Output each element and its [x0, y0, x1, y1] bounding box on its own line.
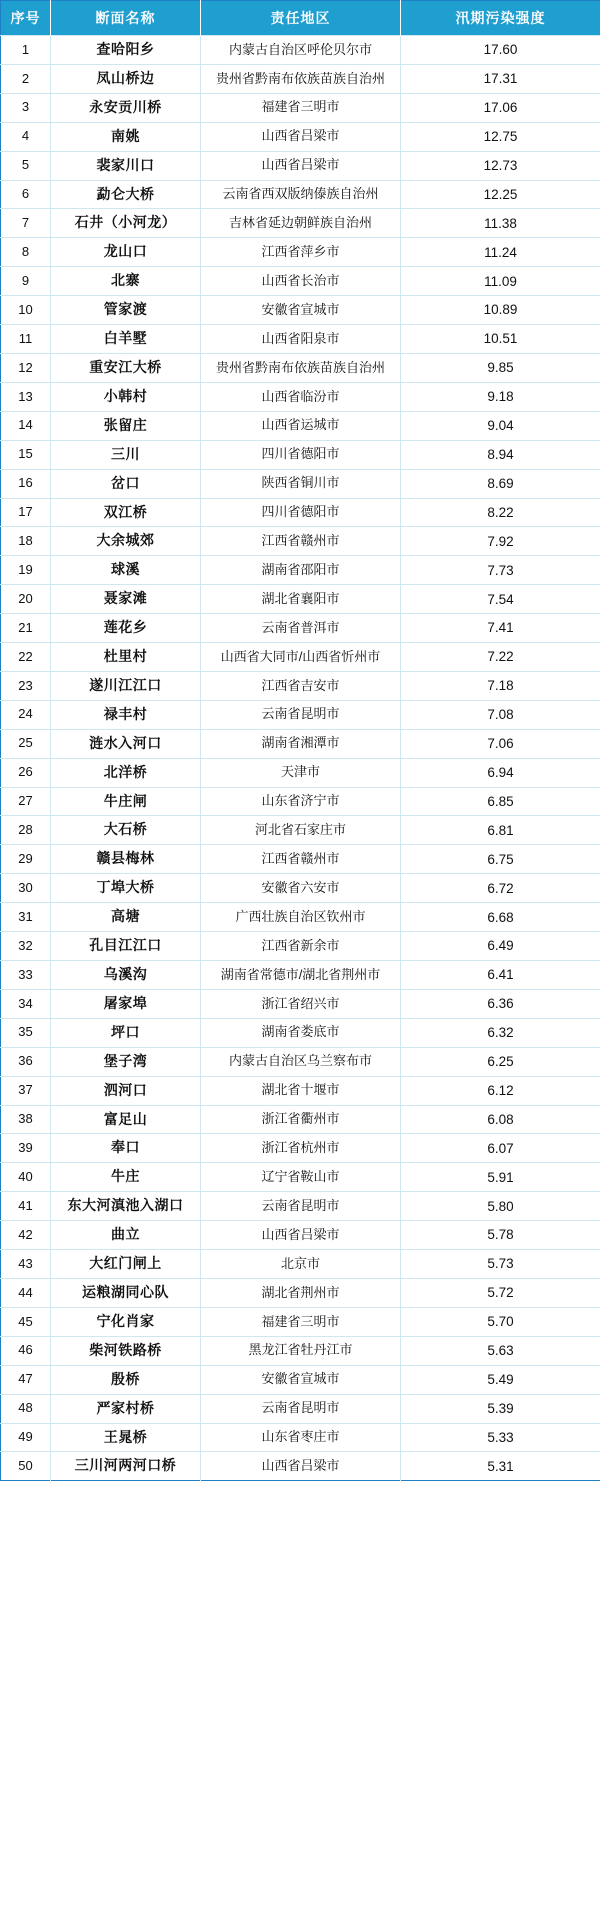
table-row: [1, 180, 600, 209]
cell-pollution-intensity: 5.91: [401, 1163, 600, 1192]
cell-index: 39: [1, 1134, 51, 1163]
table-header-row: [1, 1, 600, 36]
cell-index: 4: [1, 122, 51, 151]
cell-index: 36: [1, 1047, 51, 1076]
cell-index: 6: [1, 180, 51, 209]
cell-index: 34: [1, 989, 51, 1018]
table-row: [1, 267, 600, 296]
table-row: [1, 1307, 600, 1336]
cell-index: 33: [1, 961, 51, 990]
table-row: [1, 989, 600, 1018]
table-row: [1, 787, 600, 816]
cell-region: 云南省普洱市: [201, 614, 401, 643]
cell-section-name: 富足山: [51, 1105, 201, 1134]
column-header-index: 序号: [1, 1, 51, 36]
cell-index: 14: [1, 411, 51, 440]
cell-pollution-intensity: 6.85: [401, 787, 600, 816]
cell-pollution-intensity: 7.08: [401, 700, 600, 729]
cell-pollution-intensity: 6.07: [401, 1134, 600, 1163]
table-row: [1, 845, 600, 874]
cell-region: 浙江省绍兴市: [201, 989, 401, 1018]
table-row: [1, 671, 600, 700]
cell-region: 内蒙古自治区呼伦贝尔市: [201, 36, 401, 65]
cell-pollution-intensity: 9.18: [401, 382, 600, 411]
table-row: [1, 353, 600, 382]
cell-pollution-intensity: 5.49: [401, 1365, 600, 1394]
cell-pollution-intensity: 6.41: [401, 961, 600, 990]
cell-pollution-intensity: 12.73: [401, 151, 600, 180]
table-row: [1, 325, 600, 354]
cell-index: 8: [1, 238, 51, 267]
cell-region: 云南省西双版纳傣族自治州: [201, 180, 401, 209]
cell-section-name: 曲立: [51, 1221, 201, 1250]
table-row: [1, 440, 600, 469]
cell-region: 吉林省延边朝鲜族自治州: [201, 209, 401, 238]
cell-index: 1: [1, 36, 51, 65]
table-row: [1, 1018, 600, 1047]
table-row: [1, 1250, 600, 1279]
table-row: [1, 527, 600, 556]
cell-section-name: 杜里村: [51, 643, 201, 672]
table-row: [1, 556, 600, 585]
cell-pollution-intensity: 5.78: [401, 1221, 600, 1250]
table-row: [1, 961, 600, 990]
cell-region: 山西省运城市: [201, 411, 401, 440]
cell-index: 45: [1, 1307, 51, 1336]
cell-region: 湖南省娄底市: [201, 1018, 401, 1047]
table-row: [1, 903, 600, 932]
cell-pollution-intensity: 8.94: [401, 440, 600, 469]
cell-section-name: 禄丰村: [51, 700, 201, 729]
cell-index: 13: [1, 382, 51, 411]
cell-section-name: 岔口: [51, 469, 201, 498]
cell-region: 山东省枣庄市: [201, 1423, 401, 1452]
cell-region: 浙江省衢州市: [201, 1105, 401, 1134]
cell-region: 山西省吕梁市: [201, 122, 401, 151]
cell-pollution-intensity: 7.92: [401, 527, 600, 556]
cell-region: 江西省新余市: [201, 932, 401, 961]
table-row: [1, 1452, 600, 1481]
cell-section-name: 北寨: [51, 267, 201, 296]
table-row: [1, 758, 600, 787]
cell-region: 四川省德阳市: [201, 440, 401, 469]
cell-section-name: 运粮湖同心队: [51, 1278, 201, 1307]
cell-pollution-intensity: 7.73: [401, 556, 600, 585]
cell-pollution-intensity: 6.81: [401, 816, 600, 845]
cell-region: 山东省济宁市: [201, 787, 401, 816]
cell-section-name: 重安江大桥: [51, 353, 201, 382]
cell-region: 湖南省邵阳市: [201, 556, 401, 585]
cell-pollution-intensity: 11.38: [401, 209, 600, 238]
cell-pollution-intensity: 5.73: [401, 1250, 600, 1279]
cell-pollution-intensity: 7.06: [401, 729, 600, 758]
cell-section-name: 三川: [51, 440, 201, 469]
table-row: [1, 36, 600, 65]
cell-region: 湖北省荆州市: [201, 1278, 401, 1307]
cell-section-name: 涟水入河口: [51, 729, 201, 758]
cell-pollution-intensity: 6.25: [401, 1047, 600, 1076]
cell-section-name: 堡子湾: [51, 1047, 201, 1076]
cell-index: 44: [1, 1278, 51, 1307]
cell-section-name: 坪口: [51, 1018, 201, 1047]
cell-index: 32: [1, 932, 51, 961]
table-row: [1, 1423, 600, 1452]
cell-index: 46: [1, 1336, 51, 1365]
cell-region: 黑龙江省牡丹江市: [201, 1336, 401, 1365]
table-row: [1, 874, 600, 903]
cell-region: 天津市: [201, 758, 401, 787]
table-row: [1, 1134, 600, 1163]
cell-pollution-intensity: 10.89: [401, 296, 600, 325]
cell-section-name: 泗河口: [51, 1076, 201, 1105]
cell-pollution-intensity: 5.72: [401, 1278, 600, 1307]
cell-pollution-intensity: 5.70: [401, 1307, 600, 1336]
cell-pollution-intensity: 11.09: [401, 267, 600, 296]
cell-section-name: 凤山桥边: [51, 64, 201, 93]
cell-index: 35: [1, 1018, 51, 1047]
cell-region: 安徽省宣城市: [201, 296, 401, 325]
cell-pollution-intensity: 7.41: [401, 614, 600, 643]
cell-pollution-intensity: 7.22: [401, 643, 600, 672]
cell-region: 山西省临汾市: [201, 382, 401, 411]
cell-region: 浙江省杭州市: [201, 1134, 401, 1163]
cell-pollution-intensity: 6.12: [401, 1076, 600, 1105]
table-row: [1, 296, 600, 325]
cell-section-name: 东大河滇池入湖口: [51, 1192, 201, 1221]
table-row: [1, 151, 600, 180]
table-row: [1, 122, 600, 151]
cell-pollution-intensity: 11.24: [401, 238, 600, 267]
cell-index: 9: [1, 267, 51, 296]
cell-section-name: 双江桥: [51, 498, 201, 527]
cell-pollution-intensity: 6.72: [401, 874, 600, 903]
cell-index: 7: [1, 209, 51, 238]
cell-region: 河北省石家庄市: [201, 816, 401, 845]
cell-index: 28: [1, 816, 51, 845]
cell-pollution-intensity: 7.18: [401, 671, 600, 700]
cell-region: 广西壮族自治区钦州市: [201, 903, 401, 932]
column-header-pollution-intensity: 汛期污染强度: [401, 1, 600, 36]
cell-pollution-intensity: 5.63: [401, 1336, 600, 1365]
cell-section-name: 牛庄: [51, 1163, 201, 1192]
cell-region: 山西省吕梁市: [201, 151, 401, 180]
table-row: [1, 1394, 600, 1423]
cell-section-name: 大余城郊: [51, 527, 201, 556]
cell-section-name: 大石桥: [51, 816, 201, 845]
cell-pollution-intensity: 5.39: [401, 1394, 600, 1423]
cell-index: 50: [1, 1452, 51, 1481]
cell-index: 26: [1, 758, 51, 787]
cell-region: 江西省吉安市: [201, 671, 401, 700]
cell-index: 12: [1, 353, 51, 382]
cell-region: 安徽省宣城市: [201, 1365, 401, 1394]
cell-index: 2: [1, 64, 51, 93]
cell-region: 贵州省黔南布依族苗族自治州: [201, 64, 401, 93]
cell-pollution-intensity: 6.36: [401, 989, 600, 1018]
cell-section-name: 裴家川口: [51, 151, 201, 180]
cell-pollution-intensity: 9.85: [401, 353, 600, 382]
cell-section-name: 遂川江江口: [51, 671, 201, 700]
cell-index: 17: [1, 498, 51, 527]
cell-region: 湖南省常德市/湖北省荆州市: [201, 961, 401, 990]
table-header: [1, 1, 600, 36]
cell-pollution-intensity: 6.08: [401, 1105, 600, 1134]
table-row: [1, 1163, 600, 1192]
cell-index: 42: [1, 1221, 51, 1250]
cell-section-name: 莲花乡: [51, 614, 201, 643]
cell-pollution-intensity: 6.75: [401, 845, 600, 874]
cell-section-name: 严家村桥: [51, 1394, 201, 1423]
table-row: [1, 469, 600, 498]
table-row: [1, 585, 600, 614]
cell-index: 3: [1, 93, 51, 122]
cell-section-name: 乌溪沟: [51, 961, 201, 990]
cell-index: 27: [1, 787, 51, 816]
cell-region: 云南省昆明市: [201, 700, 401, 729]
cell-index: 19: [1, 556, 51, 585]
cell-region: 陕西省铜川市: [201, 469, 401, 498]
cell-index: 41: [1, 1192, 51, 1221]
cell-section-name: 白羊墅: [51, 325, 201, 354]
cell-pollution-intensity: 10.51: [401, 325, 600, 354]
table-row: [1, 1076, 600, 1105]
cell-section-name: 屠家埠: [51, 989, 201, 1018]
cell-region: 云南省昆明市: [201, 1192, 401, 1221]
cell-index: 30: [1, 874, 51, 903]
cell-index: 40: [1, 1163, 51, 1192]
cell-region: 山西省阳泉市: [201, 325, 401, 354]
cell-pollution-intensity: 6.32: [401, 1018, 600, 1047]
table-row: [1, 1221, 600, 1250]
cell-index: 31: [1, 903, 51, 932]
cell-pollution-intensity: 5.31: [401, 1452, 600, 1481]
cell-pollution-intensity: 6.94: [401, 758, 600, 787]
table-row: [1, 382, 600, 411]
cell-region: 山西省吕梁市: [201, 1452, 401, 1481]
table-row: [1, 643, 600, 672]
cell-region: 贵州省黔南布依族苗族自治州: [201, 353, 401, 382]
cell-pollution-intensity: 8.22: [401, 498, 600, 527]
cell-section-name: 柴河铁路桥: [51, 1336, 201, 1365]
cell-section-name: 龙山口: [51, 238, 201, 267]
cell-region: 安徽省六安市: [201, 874, 401, 903]
cell-section-name: 王晁桥: [51, 1423, 201, 1452]
cell-section-name: 丁埠大桥: [51, 874, 201, 903]
column-header-region: 责任地区: [201, 1, 401, 36]
cell-region: 江西省萍乡市: [201, 238, 401, 267]
cell-index: 21: [1, 614, 51, 643]
cell-section-name: 球溪: [51, 556, 201, 585]
cell-section-name: 聂家滩: [51, 585, 201, 614]
cell-pollution-intensity: 9.04: [401, 411, 600, 440]
cell-index: 48: [1, 1394, 51, 1423]
cell-index: 24: [1, 700, 51, 729]
cell-region: 江西省赣州市: [201, 845, 401, 874]
cell-region: 云南省昆明市: [201, 1394, 401, 1423]
cell-region: 北京市: [201, 1250, 401, 1279]
cell-pollution-intensity: 6.68: [401, 903, 600, 932]
table-row: [1, 1278, 600, 1307]
table-row: [1, 816, 600, 845]
cell-region: 湖北省襄阳市: [201, 585, 401, 614]
cell-section-name: 孔目江江口: [51, 932, 201, 961]
cell-region: 四川省德阳市: [201, 498, 401, 527]
cell-section-name: 三川河两河口桥: [51, 1452, 201, 1481]
cell-region: 山西省吕梁市: [201, 1221, 401, 1250]
table-row: [1, 209, 600, 238]
table-row: [1, 1105, 600, 1134]
table-body: [1, 36, 600, 1481]
table-row: [1, 614, 600, 643]
table-row: [1, 700, 600, 729]
cell-index: 15: [1, 440, 51, 469]
cell-section-name: 高塘: [51, 903, 201, 932]
cell-region: 江西省赣州市: [201, 527, 401, 556]
cell-pollution-intensity: 12.75: [401, 122, 600, 151]
cell-pollution-intensity: 17.06: [401, 93, 600, 122]
cell-region: 山西省长治市: [201, 267, 401, 296]
cell-section-name: 赣县梅林: [51, 845, 201, 874]
cell-index: 43: [1, 1250, 51, 1279]
table-row: [1, 729, 600, 758]
cell-region: 湖南省湘潭市: [201, 729, 401, 758]
cell-section-name: 大红门闸上: [51, 1250, 201, 1279]
table-row: [1, 932, 600, 961]
cell-section-name: 查哈阳乡: [51, 36, 201, 65]
cell-pollution-intensity: 12.25: [401, 180, 600, 209]
cell-index: 5: [1, 151, 51, 180]
cell-index: 47: [1, 1365, 51, 1394]
cell-index: 10: [1, 296, 51, 325]
cell-pollution-intensity: 5.80: [401, 1192, 600, 1221]
cell-index: 38: [1, 1105, 51, 1134]
cell-section-name: 张留庄: [51, 411, 201, 440]
cell-pollution-intensity: 5.33: [401, 1423, 600, 1452]
table-row: [1, 93, 600, 122]
cell-pollution-intensity: 8.69: [401, 469, 600, 498]
cell-index: 23: [1, 671, 51, 700]
table-row: [1, 498, 600, 527]
cell-index: 16: [1, 469, 51, 498]
cell-index: 25: [1, 729, 51, 758]
table-row: [1, 64, 600, 93]
cell-region: 福建省三明市: [201, 93, 401, 122]
table-row: [1, 1336, 600, 1365]
cell-pollution-intensity: 17.31: [401, 64, 600, 93]
cell-index: 11: [1, 325, 51, 354]
cell-section-name: 宁化肖家: [51, 1307, 201, 1336]
table-row: [1, 238, 600, 267]
cell-pollution-intensity: 7.54: [401, 585, 600, 614]
cell-index: 49: [1, 1423, 51, 1452]
cell-section-name: 南姚: [51, 122, 201, 151]
table-row: [1, 1365, 600, 1394]
cell-region: 湖北省十堰市: [201, 1076, 401, 1105]
cell-section-name: 北洋桥: [51, 758, 201, 787]
cell-index: 22: [1, 643, 51, 672]
cell-index: 37: [1, 1076, 51, 1105]
cell-section-name: 石井（小河龙）: [51, 209, 201, 238]
table-row: [1, 1192, 600, 1221]
cell-section-name: 殷桥: [51, 1365, 201, 1394]
cell-region: 辽宁省鞍山市: [201, 1163, 401, 1192]
cell-section-name: 勐仑大桥: [51, 180, 201, 209]
cell-section-name: 小韩村: [51, 382, 201, 411]
cell-index: 18: [1, 527, 51, 556]
cell-section-name: 牛庄闸: [51, 787, 201, 816]
cell-region: 山西省大同市/山西省忻州市: [201, 643, 401, 672]
table-row: [1, 1047, 600, 1076]
cell-pollution-intensity: 6.49: [401, 932, 600, 961]
cell-region: 内蒙古自治区乌兰察布市: [201, 1047, 401, 1076]
cell-index: 20: [1, 585, 51, 614]
cell-section-name: 永安贡川桥: [51, 93, 201, 122]
cell-pollution-intensity: 17.60: [401, 36, 600, 65]
cell-index: 29: [1, 845, 51, 874]
table-row: [1, 411, 600, 440]
cell-region: 福建省三明市: [201, 1307, 401, 1336]
cell-section-name: 奉口: [51, 1134, 201, 1163]
cell-section-name: 管家渡: [51, 296, 201, 325]
column-header-section-name: 断面名称: [51, 1, 201, 36]
